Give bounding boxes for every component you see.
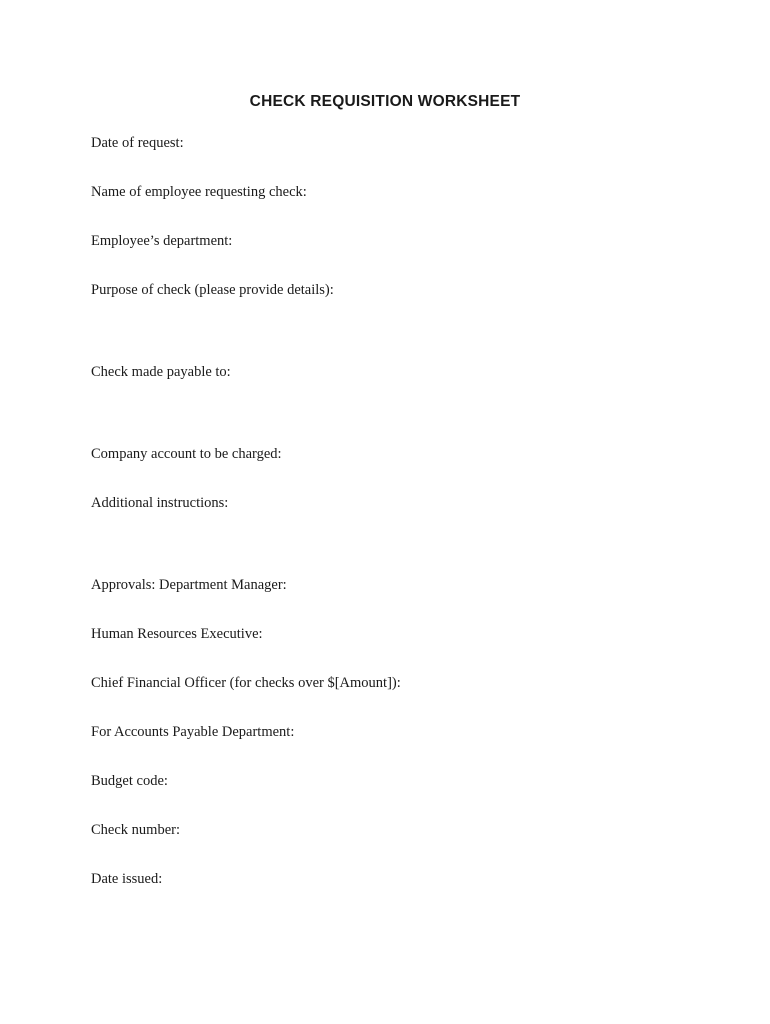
field-company-account: Company account to be charged: — [91, 446, 282, 462]
field-payable-to: Check made payable to: — [91, 364, 231, 380]
page-title: CHECK REQUISITION WORKSHEET — [249, 93, 521, 110]
field-date-issued: Date issued: — [91, 871, 163, 887]
field-accounts-payable: For Accounts Payable Department: — [91, 724, 295, 740]
field-hr-executive: Human Resources Executive: — [91, 626, 263, 642]
field-cfo-approval: Chief Financial Officer (for checks over $[Amount]): — [91, 675, 401, 691]
field-additional-instructions: Additional instructions: — [91, 495, 229, 511]
field-date-of-request: Date of request: — [91, 135, 184, 151]
field-check-number: Check number: — [91, 822, 180, 838]
field-approvals-department-manager: Approvals: Department Manager: — [91, 577, 287, 593]
field-employee-name: Name of employee requesting check: — [91, 184, 307, 200]
field-purpose-of-check: Purpose of check (please provide details): — [91, 282, 334, 298]
field-employee-department: Employee’s department: — [91, 233, 233, 249]
field-budget-code: Budget code: — [91, 773, 168, 789]
